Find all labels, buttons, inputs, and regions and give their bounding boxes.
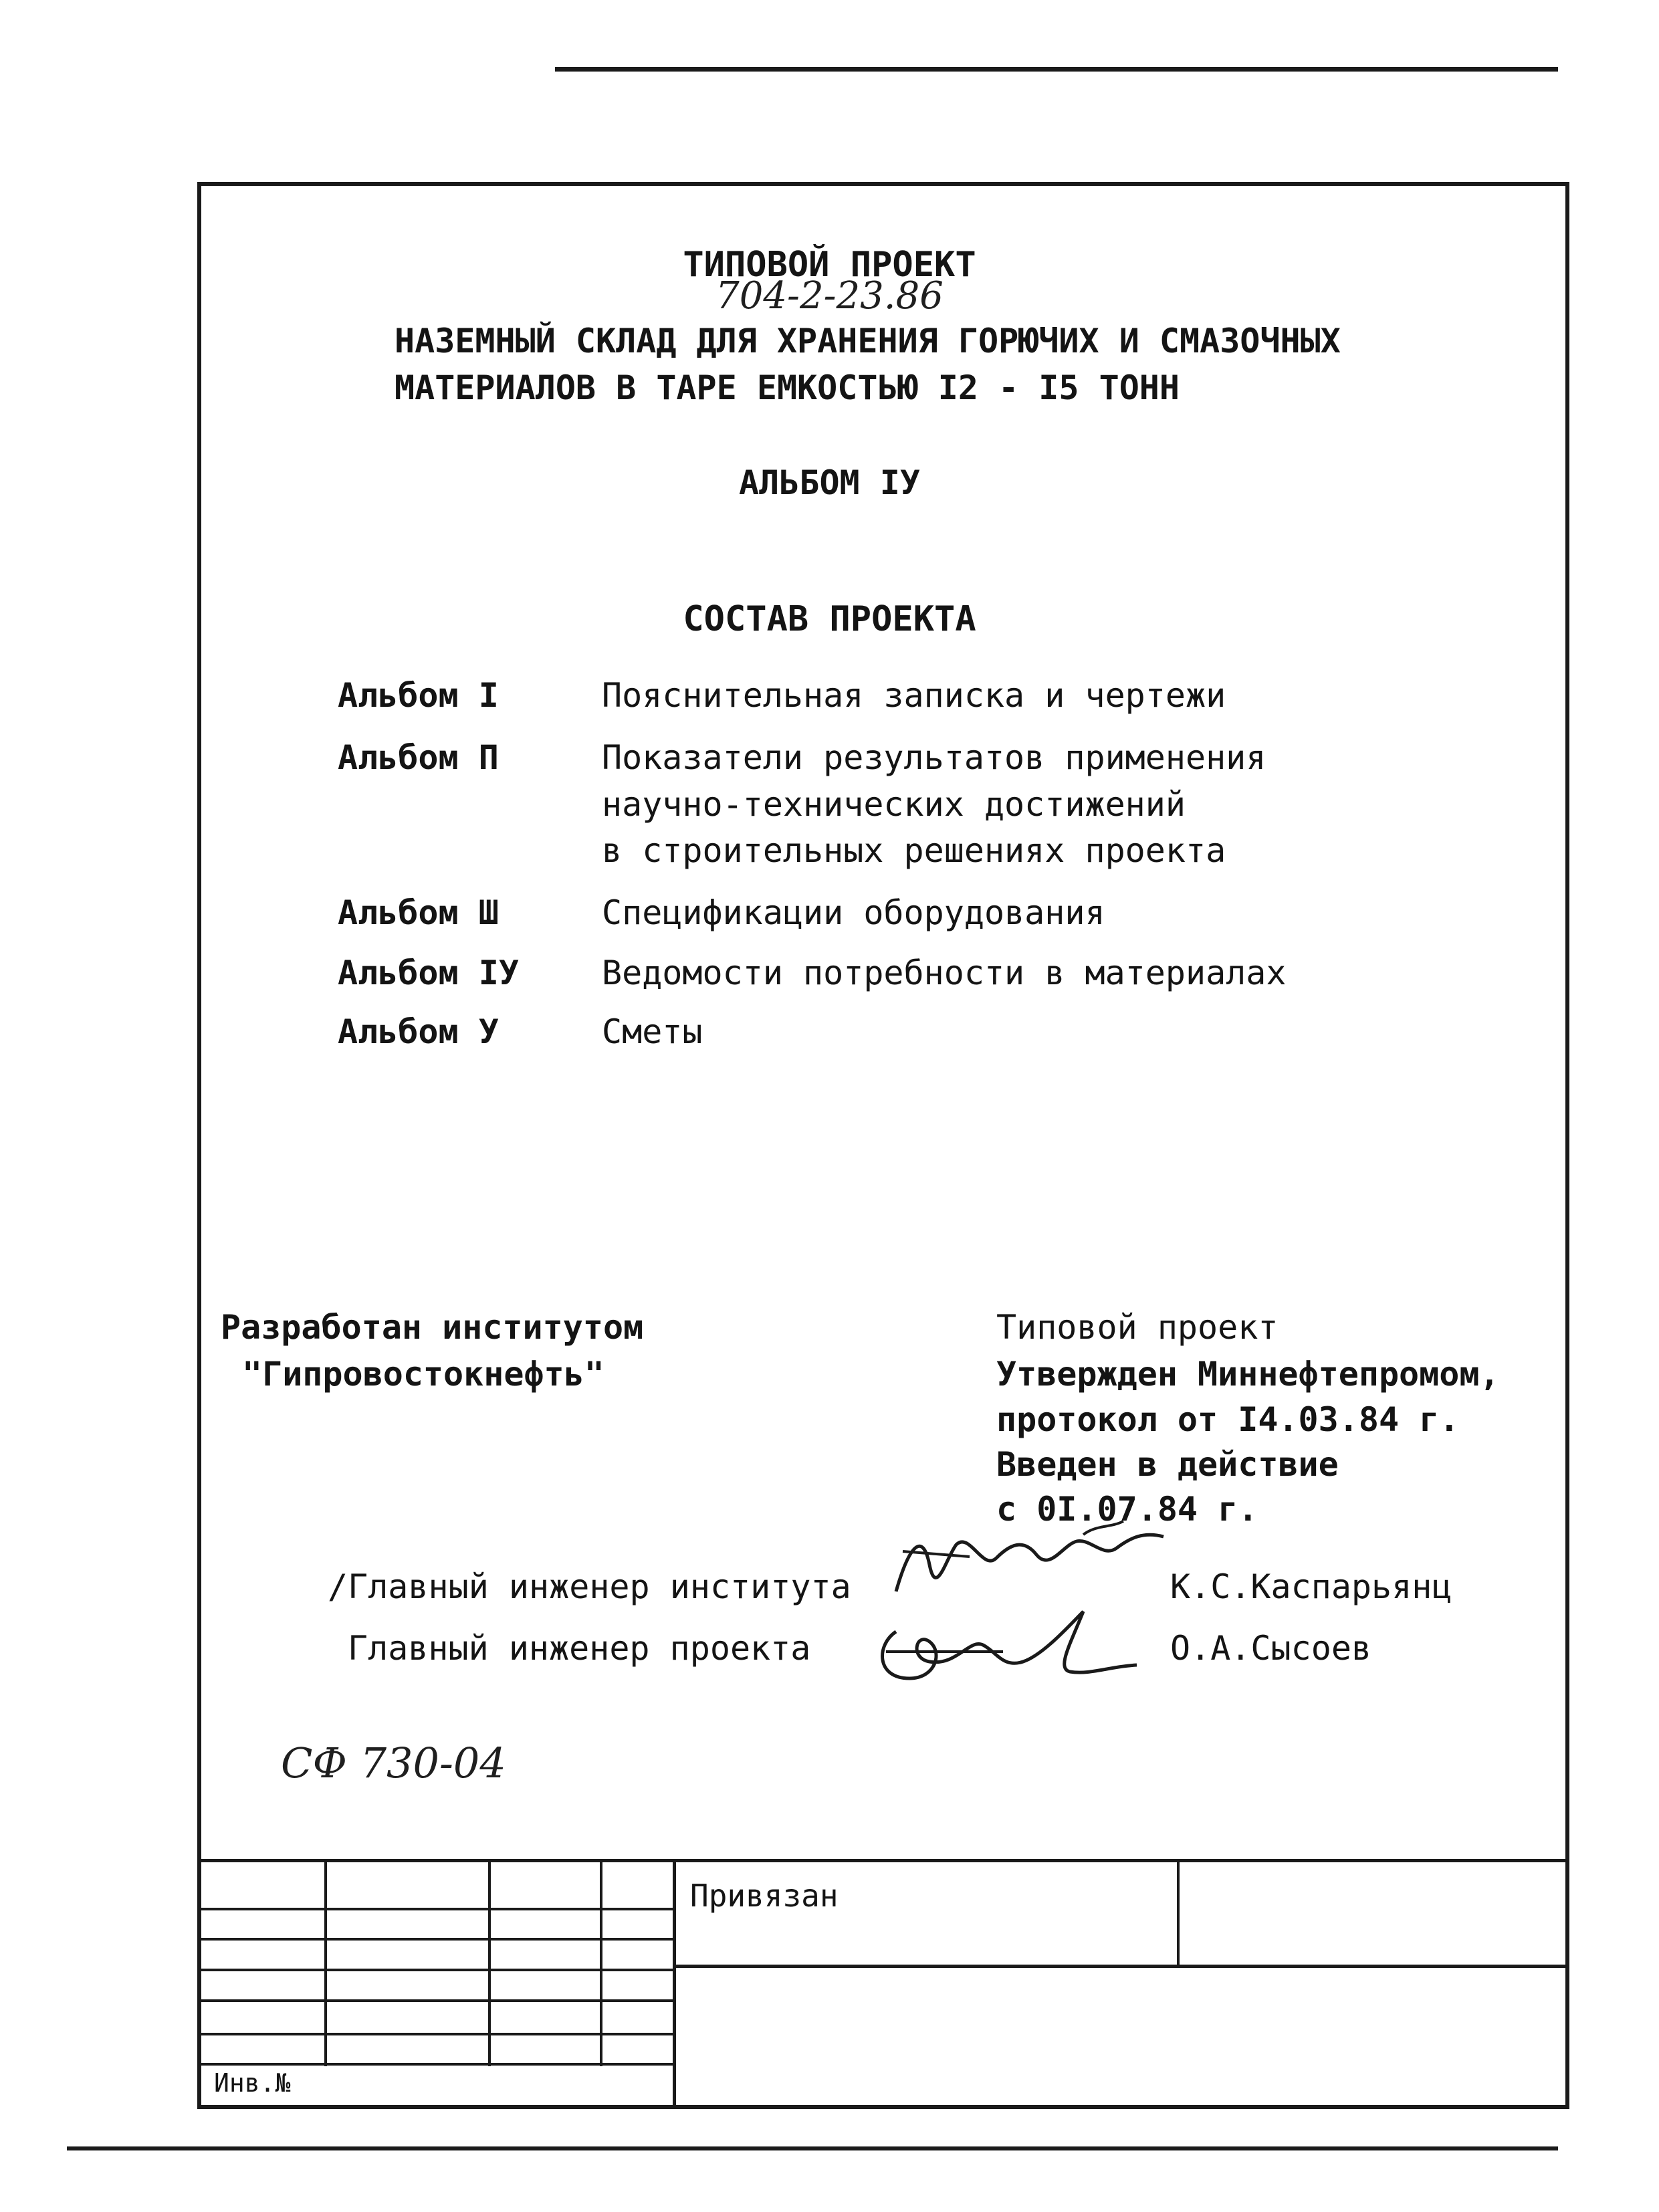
album-label: Альбом I xyxy=(338,676,499,715)
attached-label: Привязан xyxy=(690,1878,839,1914)
approval-line-1: Типовой проект xyxy=(996,1308,1279,1347)
title-line-2: МАТЕРИАЛОВ В ТАРЕ ЕМКОСТЬЮ I2 - I5 ТОНН xyxy=(395,368,1180,407)
signature-1 xyxy=(883,1518,1190,1612)
title-block-row-line xyxy=(197,1999,674,2002)
album-label: Альбом П xyxy=(338,738,499,777)
developer-line-1: Разработан институтом xyxy=(221,1308,644,1347)
album-label: Альбом Ш xyxy=(338,893,499,932)
title-block-row-line xyxy=(197,1969,674,1971)
signature-2 xyxy=(869,1605,1150,1692)
title-block-col-line xyxy=(600,1859,602,2066)
stamp-code-handwritten: СФ 730-04 xyxy=(281,1739,506,1787)
doc-number-handwritten: 704-2-23.86 xyxy=(715,274,944,318)
album-label: Альбом IУ xyxy=(338,954,519,992)
top-scan-rule xyxy=(555,67,1558,72)
album-description: в строительных решениях проекта xyxy=(602,831,1226,870)
approval-line-2: Утвержден Миннефтепромом, xyxy=(996,1355,1500,1394)
inv-number-label: Инв.№ xyxy=(214,2068,291,2098)
album-description: научно-технических достижений xyxy=(602,785,1186,824)
chief-engineer-project-role: Главный инженер проекта xyxy=(348,1629,811,1668)
album-heading: АЛЬБОМ IУ xyxy=(739,463,920,502)
chief-engineer-institute-role: /Главный инженер института xyxy=(328,1567,851,1606)
album-description: Спецификации оборудования xyxy=(602,893,1105,932)
chief-engineer-institute-name: К.С.Каспарьянц xyxy=(1170,1567,1452,1606)
title-block-col-line xyxy=(1177,1859,1180,1966)
title-block-row-line xyxy=(197,2063,674,2066)
album-description: Сметы xyxy=(602,1012,703,1051)
approval-line-4: Введен в действие xyxy=(996,1445,1339,1484)
developer-institute: "Гипровостокнефть" xyxy=(242,1355,604,1394)
album-description: Пояснительная записка и чертежи xyxy=(602,676,1226,715)
title-block-col-line xyxy=(324,1859,327,2066)
approval-line-3: протокол от I4.03.84 г. xyxy=(996,1400,1460,1439)
album-description: Ведомости потребности в материалах xyxy=(602,954,1287,992)
title-block-row-line xyxy=(197,1908,674,1910)
title-block-col-line xyxy=(673,1859,676,2105)
title-block-col-line xyxy=(488,1859,491,2066)
title-line-1: НАЗЕМНЫЙ СКЛАД ДЛЯ ХРАНЕНИЯ ГОРЮЧИХ И СМАЗОЧНЫХ xyxy=(395,322,1341,360)
title-block-row-line xyxy=(197,2033,674,2035)
composition-heading: СОСТАВ ПРОЕКТА xyxy=(683,599,976,639)
album-label: Альбом У xyxy=(338,1012,499,1051)
album-description: Показатели результатов применения xyxy=(602,738,1266,777)
approval-line-5: с 0I.07.84 г. xyxy=(996,1490,1258,1529)
bottom-scan-rule xyxy=(67,2146,1558,2150)
title-block-divider xyxy=(674,1965,1565,1968)
chief-engineer-project-name: О.А.Сысоев xyxy=(1170,1629,1372,1668)
doc-type-heading: ТИПОВОЙ ПРОЕКТ xyxy=(683,245,976,285)
title-block-top-line xyxy=(197,1859,1565,1862)
title-block-row-line xyxy=(197,1938,674,1941)
